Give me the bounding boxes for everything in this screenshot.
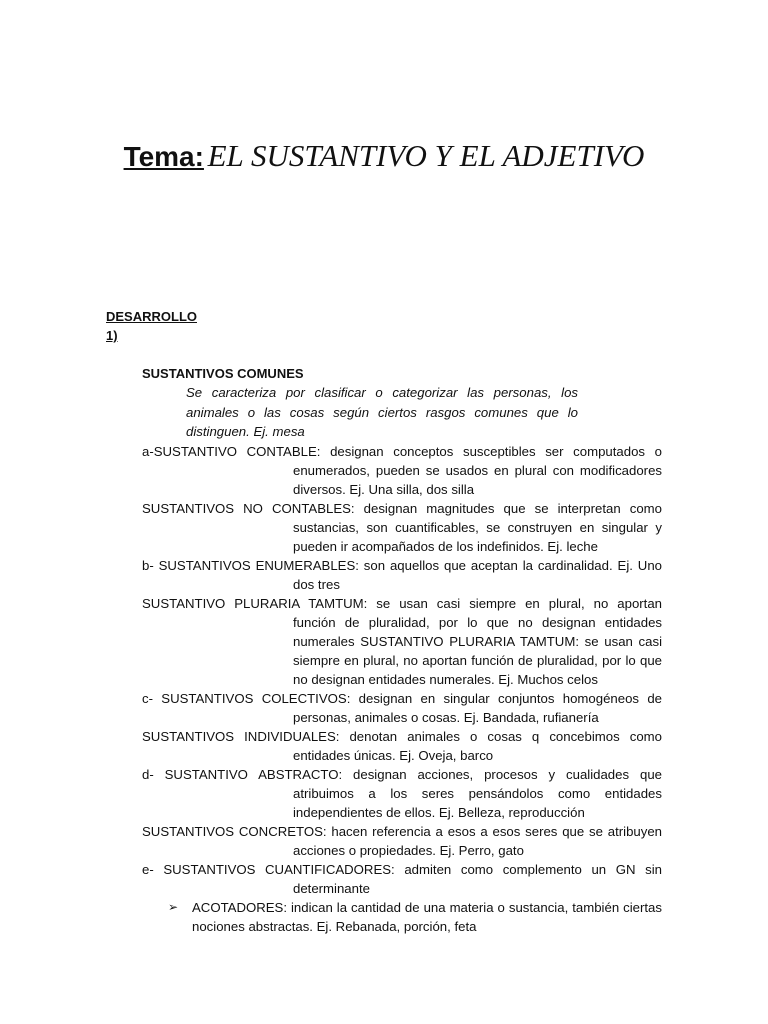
entry-first-line: SUSTANTIVOS CONCRETOS: hacen referencia a esos a esos seres que se atribuyen [142,823,662,839]
bullet-text: ACOTADORES: indican la cantidad de una materia o sustancia, también ciertas nociones abstractas. Ej. Rebanada, porción, feta [192,899,662,934]
entry-item [142,860,662,898]
entry-continuation: atribuimos a los seres pensándolos como entidades independientes de ellos. Ej. Belleza, reproducción [293,785,662,820]
entry-continuation: determinante [293,880,370,896]
bullet-item [168,898,662,936]
entry-continuation: acciones o propiedades. Ej. Perro, gato [293,842,524,858]
block-heading: SUSTANTIVOS COMUNES [142,366,304,381]
entry-item [142,556,662,594]
entry-item [142,689,662,727]
entry-item [142,499,662,556]
entry-first-line: e- SUSTANTIVOS CUANTIFICADORES: admiten como complemento un GN sin [142,861,662,877]
entry-continuation: personas, animales o cosas. Ej. Bandada, rufianería [293,709,599,725]
entry-first-line: a-SUSTANTIVO CONTABLE: designan conceptos susceptibles ser computados o [142,443,662,459]
section-number: 1) [106,328,118,343]
arrow-bullet-icon: ➢ [168,899,179,914]
section-heading: DESARROLLO [106,309,197,324]
entry-continuation: dos tres [293,576,340,592]
block-definition: Se caracteriza por clasificar o categorizar las personas, los animales o las cosas según ciertos rasgos comunes que lo distinguen. Ej. mesa [186,385,578,439]
entry-first-line: SUSTANTIVOS INDIVIDUALES: denotan animales o cosas q concebimos como [142,728,662,744]
entry-continuation: función de pluralidad, por lo que no designan entidades numerales SUSTANTIVO PLURARIA TAMTUM: se usan casi siempre en plural, no aportan función de pluralidad, por lo que no designan entidades numerales. Ej. Muchos celos [293,614,662,687]
entry-continuation: entidades únicas. Ej. Oveja, barco [293,747,494,763]
entry-item [142,765,662,822]
entry-continuation: sustancias, son cuantificables, se construyen en singular y pueden ir acompañados de los indefinidos. Ej. leche [293,519,662,554]
document-body [142,364,662,936]
entry-first-line: SUSTANTIVO PLURARIA TAMTUM: se usan casi siempre en plural, no aportan [142,595,662,611]
entry-item [142,822,662,860]
entry-continuation: enumerados, pueden se usados en plural con modificadores diversos. Ej. Una silla, dos silla [293,462,662,497]
document-title [100,136,668,176]
entry-item [142,727,662,765]
entry-first-line: SUSTANTIVOS NO CONTABLES: designan magnitudes que se interpretan como [142,500,662,516]
entry-first-line: d- SUSTANTIVO ABSTRACTO: designan acciones, procesos y cualidades que [142,766,662,782]
entry-item [142,594,662,689]
title-label: Tema: [123,141,204,172]
entry-first-line: c- SUSTANTIVOS COLECTIVOS: designan en singular conjuntos homogéneos de [142,690,662,706]
entry-item [142,442,662,499]
entry-first-line: b- SUSTANTIVOS ENUMERABLES: son aquellos que aceptan la cardinalidad. Ej. Uno [142,557,662,573]
title-text: EL SUSTANTIVO Y EL ADJETIVO [207,138,645,173]
